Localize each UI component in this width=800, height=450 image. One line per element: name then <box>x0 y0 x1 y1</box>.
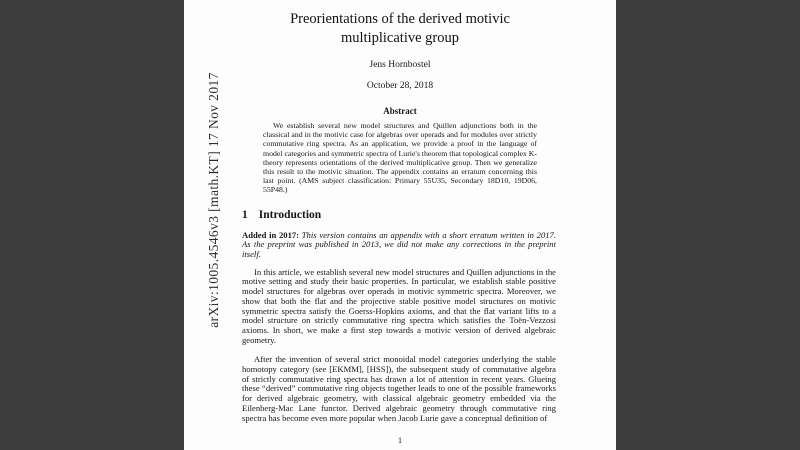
arxiv-watermark: arXiv:1005.4546v3 [math.KT] 17 Nov 2017 <box>206 72 221 328</box>
page-number: 1 <box>397 435 403 445</box>
abstract-text: We establish several new model structures and Quillen adjunctions both in the classical and in the motivic case for algebras over operads and for modules over strictly commutative ring spectra. As an application, we provide a proof in the language of model categories and symmetric spectra of Lurie's theorem that topological complex K-theory represents orientations of the derived multiplicative group. Then we generalize this result to the motivic situation. The appendix contains an erratum concerning this last point. (AMS subject classification: Primary 55U35, Secondary 18D10, 19D06, 55P48.) <box>263 121 537 195</box>
paper-title: Preorientations of the derived motivic multiplicative group <box>290 11 510 46</box>
paper-author: Jens Hornbostel <box>369 60 431 71</box>
paragraph-in-this-article: In this article, we establish several new model structures and Quillen adjunctions in the motive setting and study their basic properties. In particular, we establish stable positive model structures for algebras over operads in motivic symmetric spectra. Moreover, we show that both the flat and the projective stable positive model structures on motivic symmetric spectra satisfy the Goerss-Hopkins axioms, and that the flat variant lifts to a model structure on strictly commutative ring spectra which satisfies the Toën-Vezzosi axioms. In short, we make a first step towards a motivic version of derived algebraic geometry. <box>242 266 556 345</box>
paper-date: October 28, 2018 <box>366 81 434 92</box>
paragraph-added-in-2017 <box>242 231 556 260</box>
added-in-2017-body: This version contains an appendix with a short erratum written in 2017. As the preprint was published in 2013, we did not make any corrections in the preprint itself. <box>242 229 557 259</box>
section-heading-introduction <box>242 209 558 221</box>
abstract-heading: Abstract <box>383 106 417 117</box>
paper-page <box>184 0 616 450</box>
paragraph-after-the-invention: After the invention of several strict monoidal model categories underlying the stable homotopy category (see [EKMM], [HSS]), the subsequent study of commutative algebra of strictly commutative ring spectra has drawn a lot of attention in recent years. Glueing these “derived” commutative ring objects together leads to one of the possible frameworks for derived algebraic geometry, with classical algebraic geometry embedded via the Eilenberg-Mac Lane functor. Derived algebraic geometry through commutative ring spectra has become even more popular when Jacob Lurie gave a conceptual definition of <box>242 354 556 423</box>
section-number: 1 <box>242 208 248 221</box>
added-in-2017-lead: Added in 2017: <box>242 229 300 240</box>
section-title: Introduction <box>258 208 322 221</box>
